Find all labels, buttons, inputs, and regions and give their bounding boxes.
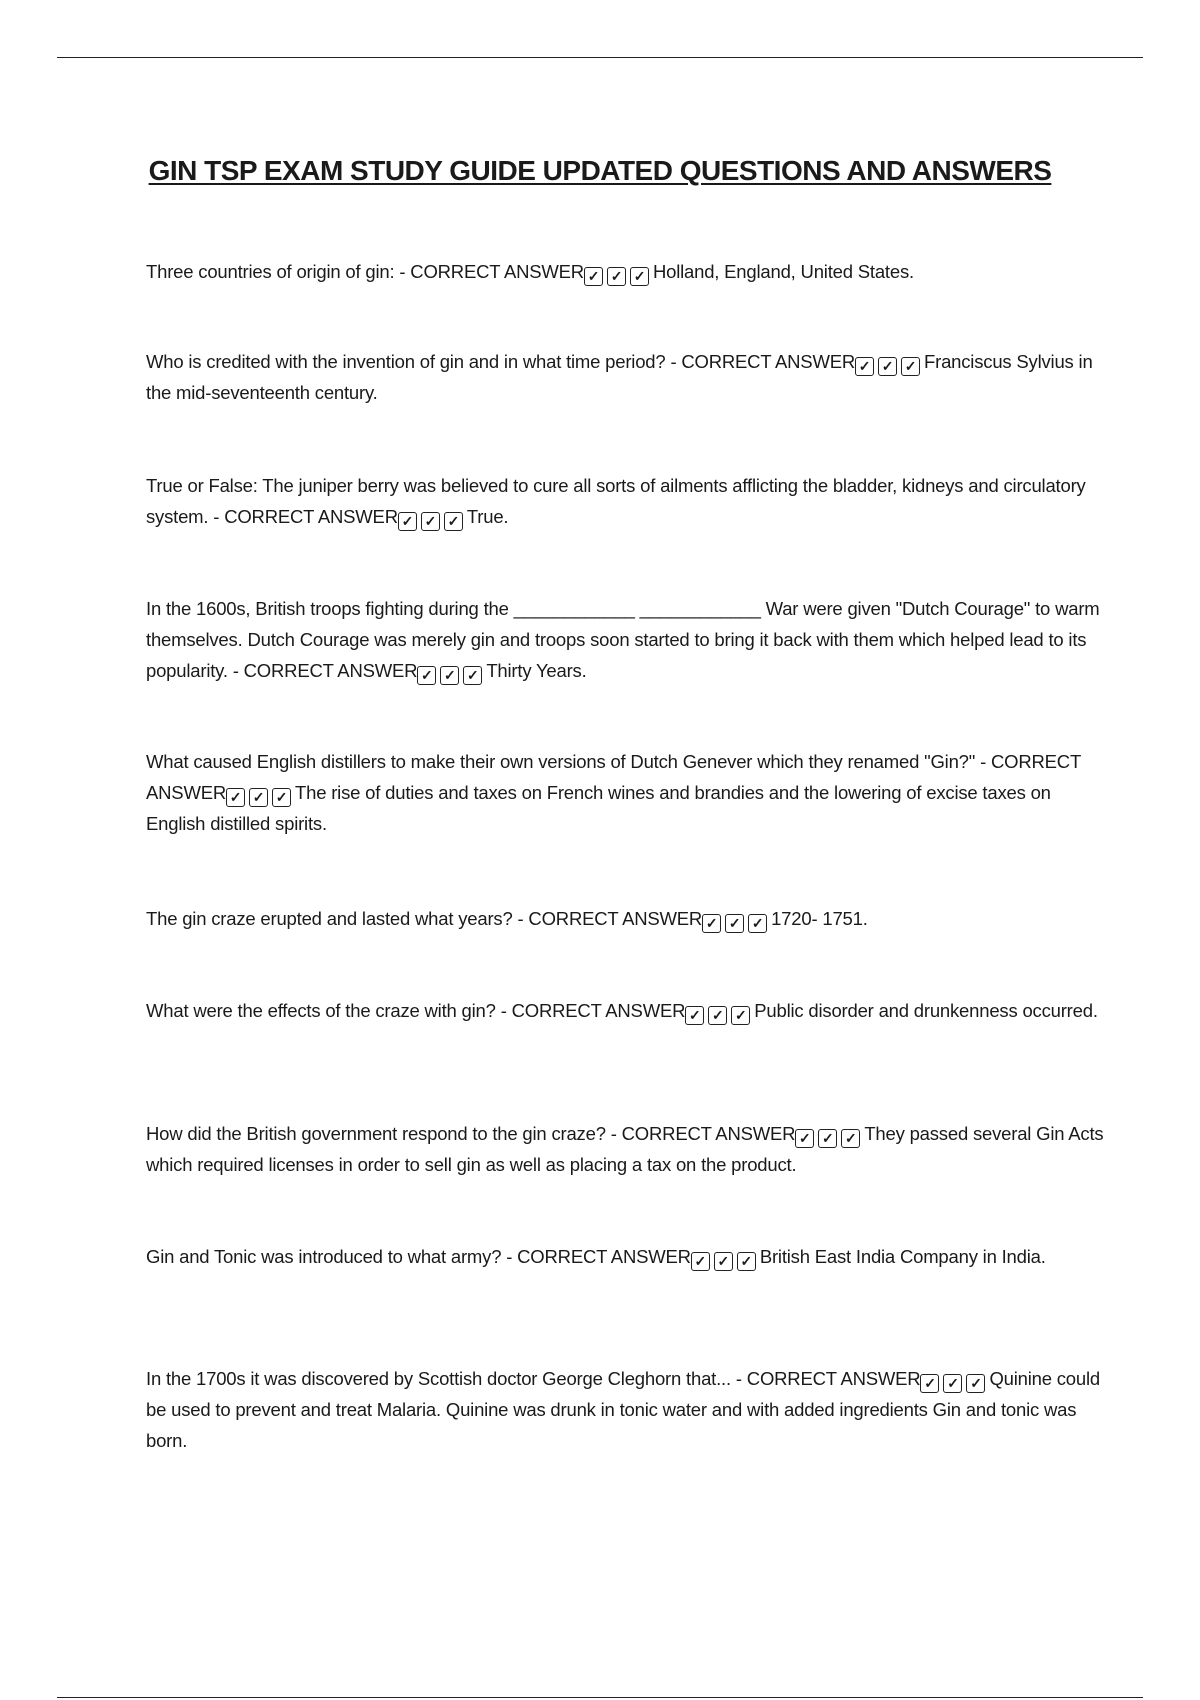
checkbox-check-icon: ✓ xyxy=(691,1252,710,1271)
correct-answer-label: - CORRECT ANSWER xyxy=(506,1246,691,1267)
question-text: True or False: The juniper berry was believed to cure all sorts of ailments afflicting the bladder, kidneys and circulatory system. xyxy=(146,475,1086,527)
checkbox-check-icon: ✓ xyxy=(818,1129,837,1148)
correct-answer-label: - CORRECT ANSWER xyxy=(399,261,584,282)
question-text: Gin and Tonic was introduced to what army? xyxy=(146,1246,502,1267)
checkbox-check-icon: ✓ xyxy=(440,666,459,685)
checkbox-check-icon: ✓ xyxy=(878,357,897,376)
checkbox-check-icon: ✓ xyxy=(708,1006,727,1025)
qa-item xyxy=(146,903,1106,934)
answer-text: Holland, England, United States. xyxy=(652,261,914,282)
question-text: How did the British government respond to the gin craze? xyxy=(146,1123,606,1144)
checkbox-check-icon: ✓ xyxy=(421,512,440,531)
checkbox-check-icon: ✓ xyxy=(417,666,436,685)
checkbox-check-icon: ✓ xyxy=(702,914,721,933)
correct-answer-label: - CORRECT ANSWER xyxy=(735,1368,921,1389)
top-rule xyxy=(57,57,1143,58)
checkbox-check-icon: ✓ xyxy=(748,914,767,933)
checkbox-check-icon: ✓ xyxy=(226,788,245,807)
qa-item xyxy=(146,995,1106,1026)
checkbox-check-icon: ✓ xyxy=(398,512,417,531)
checkbox-check-icon: ✓ xyxy=(685,1006,704,1025)
answer-text: Thirty Years. xyxy=(486,660,587,681)
answer-text: British East India Company in India. xyxy=(759,1246,1046,1267)
answer-text: Public disorder and drunkenness occurred. xyxy=(754,1000,1098,1021)
question-text: In the 1600s, British troops fighting during the ____________ ____________ War were given "Dutch Courage" to warm themselves. Dutch Courage was merely gin and troops soon started to bring it back with them which helped lead to its popularity. xyxy=(146,598,1100,681)
answer-text: They passed several Gin Acts which required licenses in order to sell gin as well as placing a tax on the product. xyxy=(146,1123,1104,1175)
qa-item xyxy=(146,1363,1106,1456)
question-text: The gin craze erupted and lasted what years? xyxy=(146,908,513,929)
page-title: GIN TSP EXAM STUDY GUIDE UPDATED QUESTIONS AND ANSWERS xyxy=(148,155,1052,186)
answer-text: 1720- 1751. xyxy=(771,908,868,929)
checkbox-check-icon: ✓ xyxy=(444,512,463,531)
answer-text: Franciscus Sylvius in the mid-seventeenth century. xyxy=(146,351,1093,403)
answer-text: Quinine could be used to prevent and treat Malaria. Quinine was drunk in tonic water and with added ingredients Gin and tonic was born. xyxy=(146,1368,1100,1451)
checkbox-check-icon: ✓ xyxy=(249,788,268,807)
correct-answer-label: - CORRECT ANSWER xyxy=(610,1123,796,1144)
correct-answer-label: - CORRECT ANSWER xyxy=(232,660,418,681)
question-text: Who is credited with the invention of gin and in what time period? xyxy=(146,351,666,372)
checkbox-check-icon: ✓ xyxy=(855,357,874,376)
correct-answer-label: - CORRECT ANSWER xyxy=(670,351,856,372)
question-text: Three countries of origin of gin: xyxy=(146,261,395,282)
qa-item xyxy=(146,256,1106,287)
checkbox-check-icon: ✓ xyxy=(725,914,744,933)
checkbox-check-icon: ✓ xyxy=(966,1374,985,1393)
checkbox-check-icon: ✓ xyxy=(731,1006,750,1025)
bottom-rule xyxy=(57,1697,1143,1698)
correct-answer-label: - CORRECT ANSWER xyxy=(500,1000,686,1021)
qa-item xyxy=(146,746,1106,839)
checkbox-check-icon: ✓ xyxy=(920,1374,939,1393)
correct-answer-label: - CORRECT ANSWER xyxy=(213,506,398,527)
checkbox-check-icon: ✓ xyxy=(272,788,291,807)
qa-item xyxy=(146,1241,1106,1272)
question-text: What caused English distillers to make their own versions of Dutch Genever which they renamed "Gin?" xyxy=(146,751,976,772)
question-text: What were the effects of the craze with gin? xyxy=(146,1000,496,1021)
correct-answer-label: - CORRECT ANSWER xyxy=(517,908,703,929)
checkbox-check-icon: ✓ xyxy=(584,267,603,286)
qa-item xyxy=(146,1118,1106,1180)
checkbox-check-icon: ✓ xyxy=(901,357,920,376)
checkbox-check-icon: ✓ xyxy=(630,267,649,286)
qa-item xyxy=(146,346,1106,408)
checkbox-check-icon: ✓ xyxy=(737,1252,756,1271)
qa-item xyxy=(146,593,1106,686)
checkbox-check-icon: ✓ xyxy=(841,1129,860,1148)
checkbox-check-icon: ✓ xyxy=(795,1129,814,1148)
answer-text: The rise of duties and taxes on French wines and brandies and the lowering of excise taxes on English distilled spirits. xyxy=(146,782,1051,834)
checkbox-check-icon: ✓ xyxy=(463,666,482,685)
answer-text: True. xyxy=(466,506,509,527)
qa-item xyxy=(146,470,1106,532)
correct-answer-label: - CORRECT ANSWER xyxy=(146,751,1081,803)
checkbox-check-icon: ✓ xyxy=(714,1252,733,1271)
checkbox-check-icon: ✓ xyxy=(607,267,626,286)
checkbox-check-icon: ✓ xyxy=(943,1374,962,1393)
question-text: In the 1700s it was discovered by Scottish doctor George Cleghorn that... xyxy=(146,1368,731,1389)
